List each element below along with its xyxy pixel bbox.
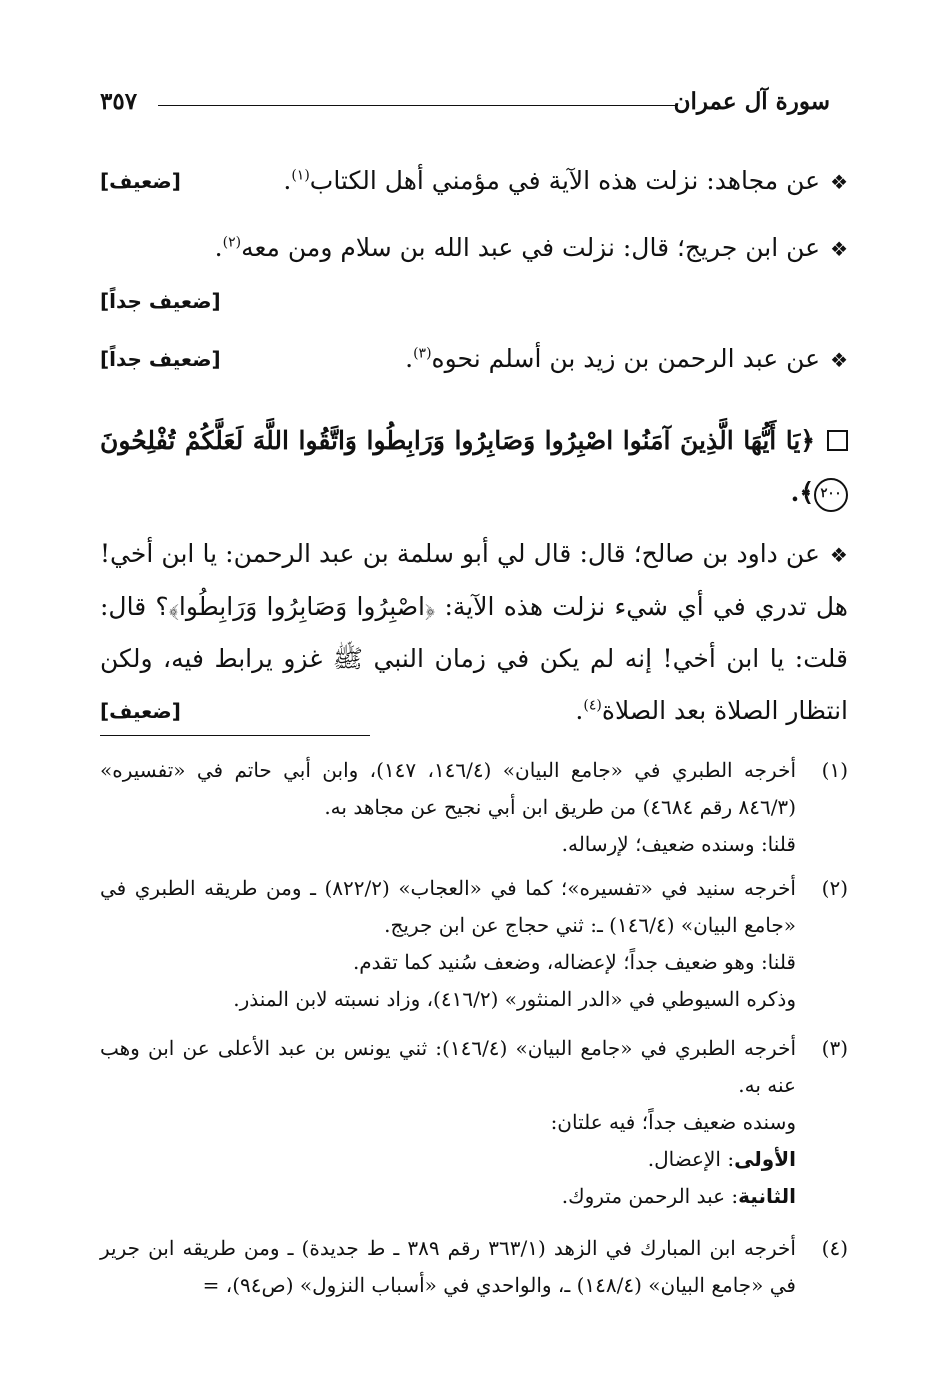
footnote-ref: (٤) [583,697,602,714]
footnote-text: أخرجه سنيد في «تفسيره»؛ كما في «العجاب» (٨٢٢/٢) ـ ومن طريقه الطبري في «جامع البيان» (١٤٦/٤) ـ: ثني حجاج عن ابن جريج. [100,876,796,937]
grade-label: [ضعيف] [100,169,181,193]
grade-label: [ضعيف جداً] [100,347,221,371]
footnote-text: أخرجه ابن المبارك في الزهد (٣٦٣/١ رقم ٣٨٩ ـ ط جديدة) ـ ومن طريقه ابن جرير في «جامع البيان» (١٤٨/٤) ـ، والواحدي في «أسباب النزول» (ص٩٤)، = [100,1236,796,1297]
footnote-number: (٢) [821,876,848,900]
narration-text: عن عبد الرحمن بن زيد بن أسلم نحوه [431,344,821,373]
footnote-number: (١) [821,758,848,782]
footnote-number: (٤) [821,1236,848,1260]
grade-label: [ضعيف جداً] [100,289,221,313]
diamond-bullet-icon: ❖ [829,543,848,567]
verse-text: ﴿يَا أَيُّهَا الَّذِينَ آمَنُوا اصْبِرُوا وَصَابِرُوا وَرَابِطُوا وَاتَّقُوا اللَّهَ لَعَلَّكُمْ تُفْلِحُونَ [100,426,815,455]
narration-3: ❖عن عبد الرحمن بن زيد بن أسلم نحوه$^{(٣)}$. [ضعيف جداً] [100,333,848,386]
diamond-bullet-icon: ❖ [830,237,848,261]
footnote-ref: (٣) [413,345,432,362]
footnote-text: قلنا: وسنده ضعيف؛ لإرساله. [561,832,796,856]
quran-verse: ﴿يَا أَيُّهَا الَّذِينَ آمَنُوا اصْبِرُوا وَصَابِرُوا وَرَابِطُوا وَاتَّقُوا اللَّهَ لَعَلَّكُمْ تُفْلِحُونَ ٢٠٠﴾. [100,415,848,519]
footnote-2 [100,870,848,1018]
header-rule [158,105,678,106]
grade-label: [ضعيف] [100,699,181,723]
footnote-text: وذكره السيوطي في «الدر المنثور» (٤١٦/٢)، وزاد نسبته لابن المنذر. [233,987,796,1011]
page-number: ٣٥٧ [100,88,138,115]
footnote-text: أخرجه الطبري في «جامع البيان» (١٤٦/٤): ثني يونس بن عبد الأعلى عن ابن وهب عنه به. [100,1036,796,1097]
footnote-ref: (١) [291,167,310,184]
square-marker-icon [827,430,848,451]
footnote-1 [100,752,848,863]
narration-text: عن داود بن صالح؛ قال: قال لي أبو سلمة بن عبد الرحمن: يا ابن أخي! هل تدري في أي شيء نزلت هذه الآية: ﴿اصْبِرُوا وَصَابِرُوا وَرَابِطُوا﴾؟ قال: قلت: يا ابن أخي! إنه لم يكن في زمان النبي ﷺ غزو يرابط فيه، ولكن انتظار الصلاة بعد الصلاة [100,539,848,725]
diamond-bullet-icon: ❖ [830,348,848,372]
footnote-3 [100,1030,848,1215]
running-header [100,88,830,128]
surah-title: سورة آل عمران [673,88,830,115]
narration-4: ❖عن داود بن صالح؛ قال: قال لي أبو سلمة بن عبد الرحمن: يا ابن أخي! هل تدري في أي شيء نزلت هذه الآية: ﴿اصْبِرُوا وَصَابِرُوا وَرَابِطُوا﴾؟ قال: قلت: يا ابن أخي! إنه لم يكن في زمان النبي ﷺ غزو يرابط فيه، ولكن انتظار الصلاة بعد الصلاة$^{(٤)}$. [ضعيف] [100,528,848,737]
footnote-sub-item: الثانية: عبد الرحمن متروك. [561,1184,796,1208]
footnote-4 [100,1230,848,1304]
narration-text: عن ابن جريج؛ قال: نزلت في عبد الله بن سلام ومن معه [241,233,821,262]
footnote-text: أخرجه الطبري في «جامع البيان» (١٤٦/٤، ١٤٧)، وابن أبي حاتم في «تفسيره» (٨٤٦/٣ رقم ٤٦٨٤) من طريق ابن أبي نجيح عن مجاهد به. [100,758,796,819]
footnote-text: وسنده ضعيف جداً؛ فيه علتان: [550,1110,796,1134]
ayah-number-marker: ٢٠٠ [814,478,848,512]
diamond-bullet-icon: ❖ [830,170,848,194]
narration-2: ❖عن ابن جريج؛ قال: نزلت في عبد الله بن سلام ومن معه$^{(٢)}$. [ضعيف جداً] [100,222,848,327]
narration-1: ❖عن مجاهد: نزلت هذه الآية في مؤمني أهل الكتاب$^{(١)}$. [ضعيف] [100,155,848,208]
narration-text: عن مجاهد: نزلت هذه الآية في مؤمني أهل الكتاب [309,166,821,195]
footnote-number: (٣) [821,1036,848,1060]
footnote-text: قلنا: وهو ضعيف جداً؛ لإعضاله، وضعف سُنيد كما تقدم. [352,950,796,974]
footnote-ref: (٢) [222,234,242,251]
footnote-separator [100,735,370,736]
footnote-sub-item: الأولى: الإعضال. [647,1147,796,1171]
